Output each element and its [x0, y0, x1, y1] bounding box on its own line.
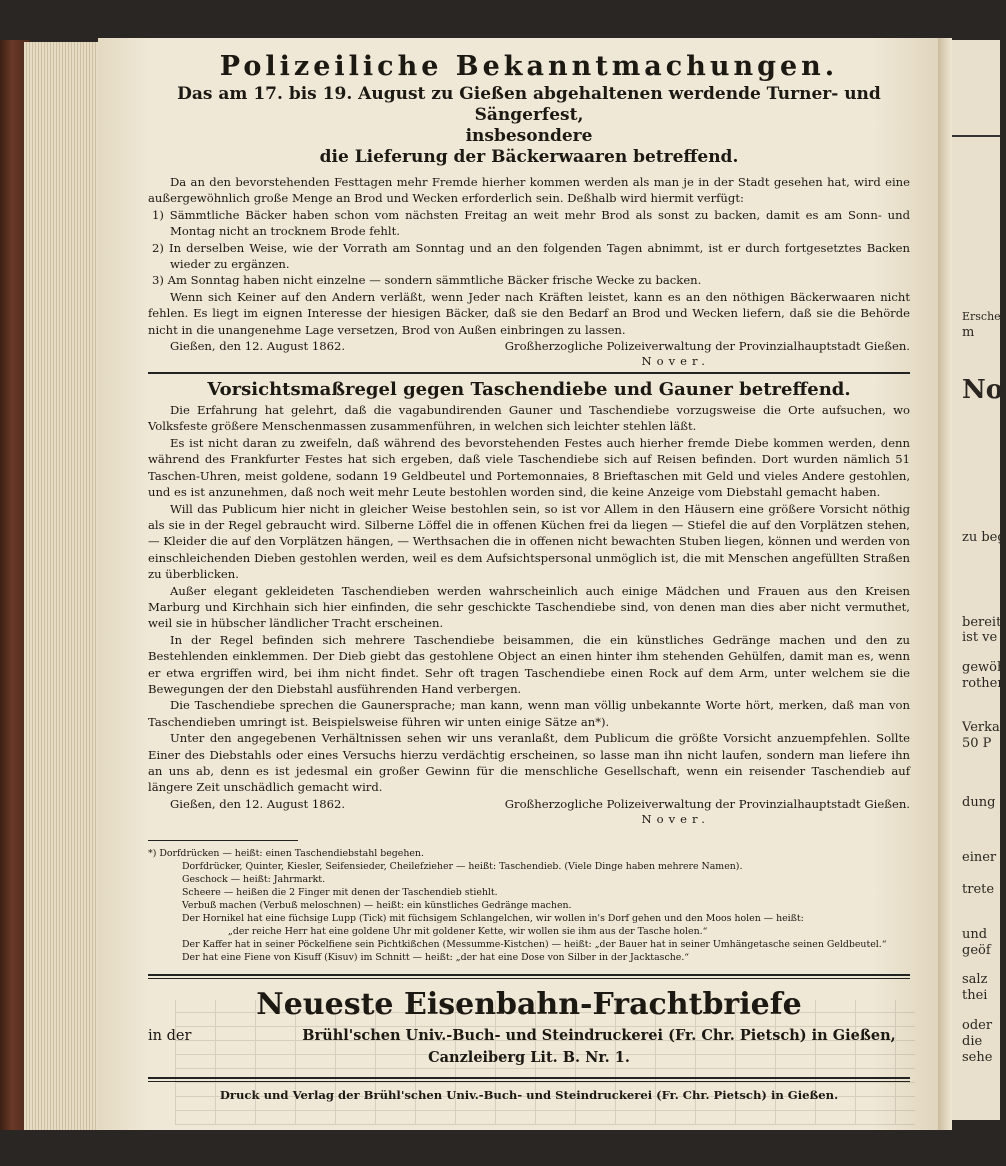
footnote-line: Der hat eine Fiene von Kisuff (Kisuv) im Schnitt — heißt: „der hat eine Dose von Silber in der Jacktasche.“: [182, 951, 690, 963]
page-fold: [938, 38, 952, 1130]
facing-text: 50 P: [962, 736, 992, 751]
facing-text: ist ve: [962, 630, 998, 645]
advert-line: [148, 1025, 910, 1047]
page-edges: [24, 42, 100, 1130]
notice2-dateline: [148, 796, 910, 812]
imprint: Druck und Verlag der Brühl'schen Univ.-Buch- und Steindruckerei (Fr. Chr. Pietsch) in Gießen.: [219, 1087, 839, 1102]
facing-text: Erschei: [962, 310, 1005, 323]
facing-text: No: [962, 375, 1004, 405]
footnote-line: „der reiche Herr hat eine goldene Uhr mit goldener Kette, wir wollen sie ihm aus der Tasche holen.“: [228, 925, 708, 937]
notice1-subheading: insbesondere: [465, 126, 593, 146]
section-divider: [148, 372, 910, 374]
page-content: [148, 50, 910, 1102]
notice2-paragraph: Unter den angegebenen Verhältnissen sehen wir uns veranlaßt, dem Publicum die größte Vorsicht anzuempfehlen. Sollte Einer des Diebstahls oder eines Versuchs hierzu verdächtig erscheinen, so lasse man ihn nicht laufen, sondern man liefere ihn an uns ab, denn es ist jedesmal ein großer Gewinn für die menschliche Gesellschaft, wenn ein reisender Taschendieb auf längere Zeit unschädlich gemacht wird.: [148, 731, 910, 795]
notice2-paragraph: In der Regel befinden sich mehrere Taschendiebe beisammen, die ein künstliches Gedränge machen und den zu Bestehlenden einklemmen. Der Dieb giebt das gestohlene Object an einen hinter ihm stehenden Gehülfen, damit man es, wenn er etwa ergriffen wird, bei ihm nicht findet. Sehr oft tragen Taschendiebe einen Rock auf dem Arm, unter welchem sie die Bewegungen der den Diebstahl ausführenden Hand verbergen.: [148, 632, 910, 696]
footnote-line: Verbuß machen (Verbuß meloschnen) — heißt: ein künstliches Gedränge machen.: [182, 899, 572, 911]
notice2-paragraph: Es ist nicht daran zu zweifeln, daß während des bevorstehenden Festes auch hierher fremde Diebe kommen werden, denn während des Frankfurter Festes hat sich ergeben, daß viele Taschendiebe sich auf Reisen befinden. Dort wurden nämlich 51 Taschen-Uhren, meist goldene, sodann 19 Geldbeutel und Portemonnaies, 8 Brieftaschen mit Geld und vieles Andere gestohlen, und es ist anzunehmen, daß noch weit mehr Leute bestohlen worden sind, die keine Anzeige vom Diebstahl gemacht haben.: [148, 435, 910, 500]
notice1-item: 1) Sämmtliche Bäcker haben schon vom nächsten Freitag an weit mehr Brod als sonst zu backen, damit es am Sonn- und Montag nicht an trocknem Brode fehlt.: [152, 207, 910, 239]
footnote-line: Dorfdrücker, Quinter, Kiesler, Seifensieder, Cheilefzieher — heißt: Taschendieb. (Viele Dinge haben mehrere Namen).: [182, 860, 743, 872]
notice2-paragraph: Die Erfahrung hat gelehrt, daß die vagabundirenden Gauner und Taschendiebe vorzugsweise die Orte aufsuchen, wo Volksfeste größere Menschenmassen zusammenführen, in welchen sich leichter stehlen läßt.: [148, 403, 910, 434]
notice1-heading: Das am 17. bis 19. August zu Gießen abgehaltenen werdende Turner- und Sängerfest,: [177, 84, 881, 125]
facing-text: oder: [962, 1018, 993, 1033]
notice2-paragraph: Will das Publicum hier nicht in gleicher Weise bestohlen sein, so ist vor Allem in den Häusern eine größere Vorsicht nöthig als sie in der Regel gebraucht wird. Silberne Löffel die in offenen Küchen frei da liegen — Stiefel die auf den Vorplätzen stehen, — Kleider die auf den Vorplätzen hängen, — Werthsachen die in offenen nicht bewachten Stuben liegen, können und werden von einschleichenden Dieben gestohlen werden, weil es dem Aufsichtspersonal unmöglich ist, die mit Menschen angefüllten Straßen zu überblicken.: [148, 501, 910, 582]
footnote-rule: [148, 840, 298, 841]
facing-text: sehe: [962, 1050, 993, 1065]
facing-text: und: [962, 927, 988, 942]
footnote-line: Scheere — heißen die 2 Finger mit denen der Taschendieb stiehlt.: [182, 886, 498, 898]
notice2-signature: Nover.: [641, 811, 710, 826]
advert-divider: [148, 974, 910, 979]
footnote-line: Geschock — heißt: Jahrmarkt.: [182, 873, 326, 885]
footnote-line: *) Dorfdrücken — heißt: einen Taschendiebstahl begehen.: [148, 847, 424, 859]
facing-text: gewöh: [962, 660, 1006, 675]
notice2-heading: Vorsichtsmaßregel gegen Taschendiebe und Gauner betreffend.: [207, 379, 851, 401]
facing-text: rother: [962, 676, 1004, 691]
notice1-intro: Da an den bevorstehenden Festtagen mehr Fremde hierher kommen werden als man je in der Stadt gesehen hat, wird eine außergewöhnlich große Menge an Brod und Wecken erforderlich sein. Deßhalb wird hiermit verfügt:: [148, 175, 910, 206]
facing-rule: [952, 135, 1000, 137]
facing-text: thei: [962, 988, 988, 1003]
imprint-divider: [148, 1077, 910, 1082]
facing-text: bereit: [962, 615, 1002, 630]
notice1-item: 2) In derselben Weise, wie der Vorrath am Sonntag und an den folgenden Tagen abnimmt, ist er durch fortgesetztes Backen wieder zu ergänzen.: [152, 240, 910, 272]
facing-text: dung: [962, 795, 996, 810]
notice1-date: Gießen, den 12. August 1862.: [170, 339, 346, 354]
advert-lead: in der: [148, 1027, 192, 1044]
notice2-paragraph: Außer elegant gekleideten Taschendieben werden wahrscheinlich auch einige Mädchen und Frauen aus den Kreisen Marburg und Kirchhain sich hier einfinden, die sehr geschickte Taschendiebe sind, von denen man dies aber nicht vermuthet, weil sie in hübscher ländlicher Tracht erscheinen.: [148, 583, 910, 631]
footnote-line: Der Kaffer hat in seiner Pöckelfiene sein Pichtkißchen (Messumme-Kistchen) — heißt: „der Bauer hat in seiner Umhängetasche seinen Geldbeutel.“: [182, 938, 887, 950]
facing-text: trete: [962, 882, 995, 897]
advert-address: Canzleiberg Lit. B. Nr. 1.: [428, 1048, 630, 1066]
facing-page-fragment: [952, 40, 1006, 1120]
facing-text: Verka: [962, 720, 1000, 735]
notice1-item: 3) Am Sonntag haben nicht einzelne — sondern sämmtliche Bäcker frische Wecke zu backen.: [152, 273, 702, 288]
facing-text: die: [962, 1034, 983, 1049]
facing-text: einer: [962, 850, 997, 865]
notice1-closing: Wenn sich Keiner auf den Andern verläßt, wenn Jeder nach Kräften leistet, kann es an den nöthigen Bäckerwaaren nicht fehlen. Es liegt im eignen Interesse der hiesigen Bäcker, daß sie den Bedarf an Brod und Wecken liefern, daß sie die Behörde nicht in die unangenehme Lage versetzen, Brod von Außen einbringen zu lassen.: [148, 289, 910, 337]
facing-text: m: [962, 325, 975, 340]
notice1-signature: Nover.: [641, 354, 710, 369]
facing-text: salz: [962, 972, 988, 987]
notice1-subheading: die Lieferung der Bäckerwaaren betreffend.: [319, 147, 739, 167]
notice1-dateline: [148, 338, 910, 354]
notice2-date: Gießen, den 12. August 1862.: [170, 796, 346, 811]
footnote-line: Der Hornikel hat eine füchsige Lupp (Tick) mit füchsigem Schlangelchen, wir wollen in's Dorf gehen und den Moos holen — heißt:: [182, 912, 804, 924]
notice2-paragraph: Die Taschendiebe sprechen die Gaunersprache; man kann, wenn man völlig unbekannte Worte hört, merken, daß man von Taschendieben umringt ist. Beispielsweise führen wir unten einige Sätze an*).: [148, 698, 910, 729]
facing-text: geöf: [962, 943, 991, 958]
advert-title: Neueste Eisenbahn-Frachtbriefe: [256, 986, 802, 1022]
facing-text: zu beg: [962, 530, 1006, 545]
advert-publisher: Brühl'schen Univ.-Buch- und Steindruckerei (Fr. Chr. Pietsch) in Gießen,: [302, 1026, 896, 1044]
page-title: Polizeiliche Bekanntmachungen.: [219, 51, 839, 82]
notice1-authority: Großherzogliche Polizeiverwaltung der Provinzialhauptstadt Gießen.: [504, 339, 910, 354]
notice2-authority: Großherzogliche Polizeiverwaltung der Provinzialhauptstadt Gießen.: [504, 796, 910, 811]
